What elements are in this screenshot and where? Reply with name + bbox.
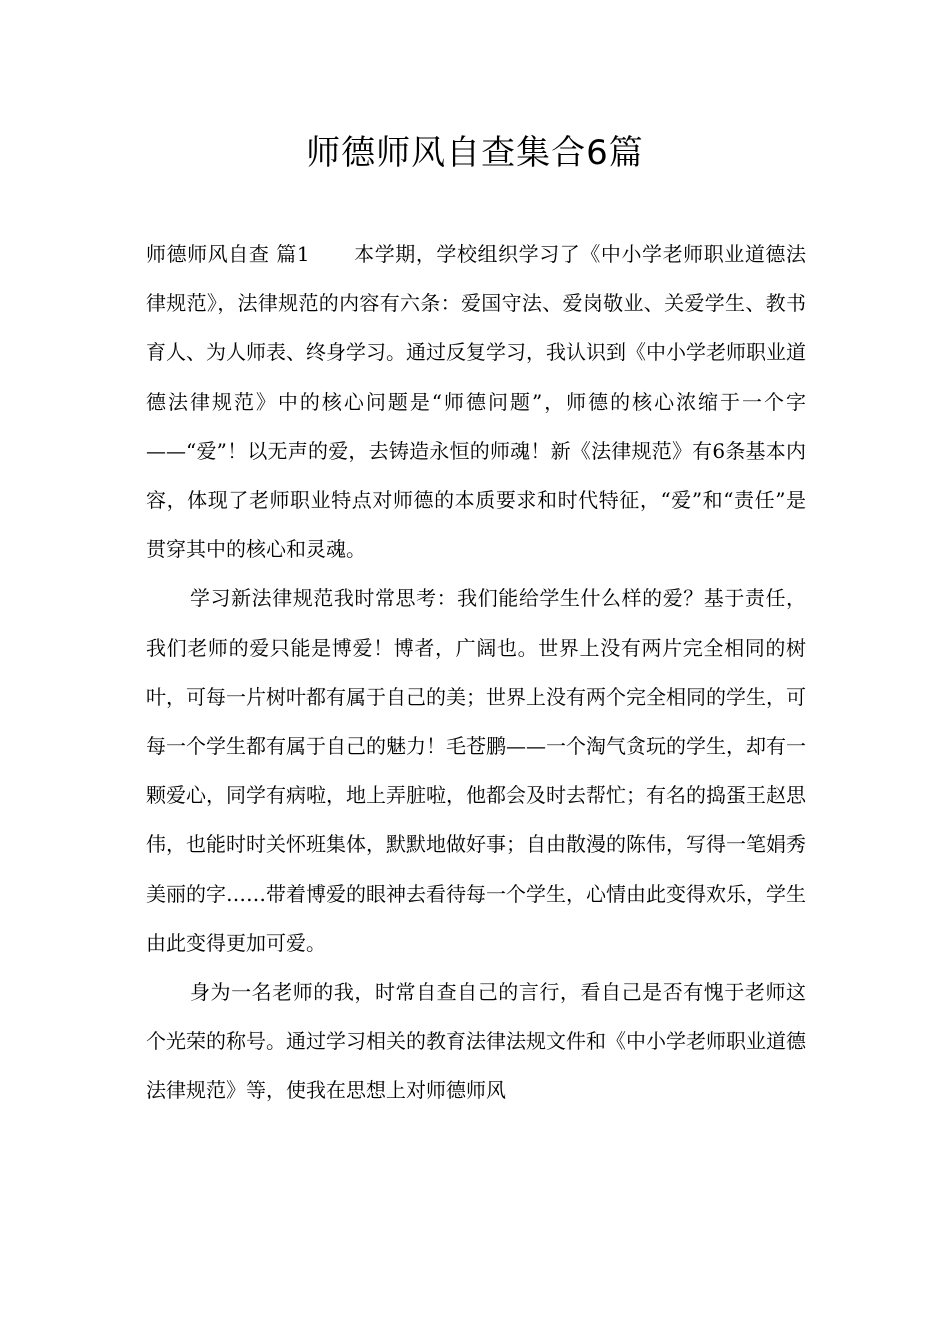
document-title: 师德师风自查集合6篇 [306,133,644,173]
paragraph-1-text: 本学期，学校组织学习了《中小学老师职业道德法律规范》，法律规范的内容有六条：爱国守法、爱岗敬业、关爱学生、教书育人、为人师表、终身学习。通过反复学习，我认识到《中小学老师职业道德法律规范》中的核心问题是“师德问题”，师德的核心浓缩于一个字——“爱”！以无声的爱，去铸造永恒的师魂！新《法律规范》有6条基本内容，体现了老师职业特点对师德的本质要求和时代特征，“爱”和“责任”是贯穿其中的核心和灵魂。 [146,242,806,562]
paragraph-1 [146,230,806,574]
section-heading: 师德师风自查 篇1 [146,242,310,266]
paragraph-2: 学习新法律规范我时常思考：我们能给学生什么样的爱？基于责任，我们老师的爱只能是博爱！博者，广阔也。世界上没有两片完全相同的树叶，可每一片树叶都有属于自己的美；世界上没有两个完全相同的学生，可每一个学生都有属于自己的魅力！毛苍鹏——一个淘气贪玩的学生，却有一颗爱心，同学有病啦，地上弄脏啦，他都会及时去帮忙；有名的捣蛋王赵思伟，也能时时关怀班集体，默默地做好事；自由散漫的陈伟，写得一笔娟秀美丽的字……带着博爱的眼神去看待每一个学生，心情由此变得欢乐，学生由此变得更加可爱。 [146,586,806,955]
document-body [146,230,806,1116]
paragraph-3: 身为一名老师的我，时常自查自己的言行，看自己是否有愧于老师这个光荣的称号。通过学习相关的教育法律法规文件和《中小学老师职业道德法律规范》等，使我在思想上对师德师风 [146,980,806,1103]
